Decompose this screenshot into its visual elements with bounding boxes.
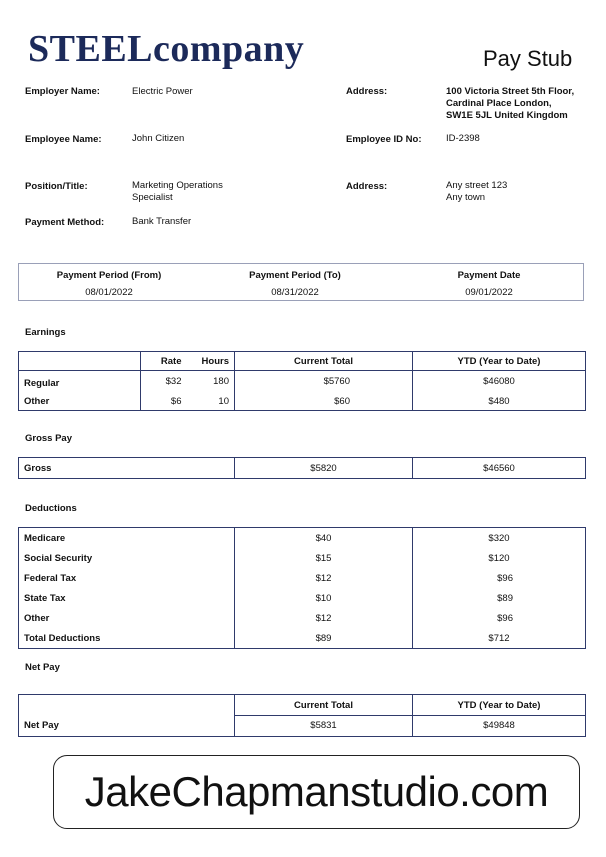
employer-name-value: Electric Power (132, 86, 193, 97)
payment-period-box (18, 263, 584, 301)
employer-address-value: 100 Victoria Street 5th Floor, Cardinal Place London, SW1E 5JL United Kingdom (446, 86, 575, 121)
table-row (19, 628, 586, 649)
period-from (29, 270, 189, 298)
earnings-title: Earnings (25, 327, 66, 338)
earnings-header-current: Current Total (235, 352, 413, 371)
gross-current: $5820 (235, 458, 413, 479)
deduction-current: $15 (235, 548, 413, 568)
deduction-current: $10 (235, 588, 413, 608)
earnings-row-current: $5760 (235, 371, 413, 393)
table-row (19, 568, 586, 588)
net-pay-header-row (19, 695, 586, 716)
earnings-row-ytd: $480 (413, 392, 586, 411)
employer-name-label: Employer Name: (25, 86, 100, 97)
earnings-row-ytd: $46080 (413, 371, 586, 393)
deduction-current: $12 (235, 568, 413, 588)
deduction-total-current: $89 (235, 628, 413, 649)
deduction-label: State Tax (19, 588, 235, 608)
deductions-table (18, 527, 586, 649)
table-row (19, 716, 586, 737)
payment-method-label: Payment Method: (25, 217, 105, 228)
employer-address-label: Address: (346, 86, 388, 97)
earnings-row-current: $60 (235, 392, 413, 411)
deduction-ytd: $320 (413, 528, 586, 549)
earnings-header-row (19, 352, 586, 371)
net-pay-header-current: Current Total (235, 695, 413, 716)
period-to-value: 08/31/2022 (271, 287, 319, 298)
net-pay-title: Net Pay (25, 662, 60, 673)
deduction-label: Medicare (19, 528, 235, 549)
net-pay-table (18, 694, 586, 737)
gross-ytd: $46560 (413, 458, 586, 479)
deduction-ytd: $96 (413, 608, 586, 628)
period-to (215, 270, 375, 298)
earnings-row-hours: 10 (187, 392, 235, 411)
deductions-title: Deductions (25, 503, 77, 514)
document-title: Pay Stub (483, 46, 573, 71)
deduction-label: Social Security (19, 548, 235, 568)
deduction-ytd: $96 (413, 568, 586, 588)
table-row (19, 392, 586, 411)
earnings-row-label: Regular (19, 371, 141, 393)
employee-name-label: Employee Name: (25, 134, 102, 145)
deduction-current: $12 (235, 608, 413, 628)
table-row (19, 458, 586, 479)
period-from-value: 08/01/2022 (85, 287, 133, 298)
earnings-header-ytd: YTD (Year to Date) (413, 352, 586, 371)
employee-address-label: Address: (346, 181, 388, 192)
earnings-row-rate: $32 (141, 371, 187, 393)
deduction-label: Other (19, 608, 235, 628)
deduction-ytd: $120 (413, 548, 586, 568)
net-pay-header-ytd: YTD (Year to Date) (413, 695, 586, 716)
payment-date (409, 270, 569, 298)
employee-id-value: ID-2398 (446, 133, 480, 144)
period-from-label: Payment Period (From) (56, 270, 162, 281)
earnings-row-rate: $6 (141, 392, 187, 411)
gross-label: Gross (19, 458, 235, 479)
net-pay-current: $5831 (235, 716, 413, 737)
table-row (19, 588, 586, 608)
deduction-label: Federal Tax (19, 568, 235, 588)
earnings-row-hours: 180 (187, 371, 235, 393)
net-pay-label: Net Pay (19, 716, 235, 737)
earnings-row-label: Other (19, 392, 141, 411)
table-row (19, 548, 586, 568)
deduction-total-ytd: $712 (413, 628, 586, 649)
employee-address-value: Any street 123 Any town (446, 180, 508, 203)
table-row (19, 608, 586, 628)
deduction-current: $40 (235, 528, 413, 549)
deduction-total-label: Total Deductions (19, 628, 235, 649)
position-value: Marketing Operations Specialist (132, 180, 223, 203)
company-logo: STEELcompany (28, 28, 305, 70)
position-label: Position/Title: (25, 181, 88, 192)
net-pay-header-blank (19, 695, 235, 716)
table-row (19, 371, 586, 393)
table-row (19, 528, 586, 549)
earnings-header-rate: Rate (141, 352, 187, 371)
employee-id-label: Employee ID No: (346, 134, 422, 145)
earnings-header-hours: Hours (187, 352, 235, 371)
payment-method-value: Bank Transfer (132, 216, 192, 227)
employee-name-value: John Citizen (132, 133, 185, 144)
earnings-header-blank (19, 352, 141, 371)
watermark-banner: JakeChapmanstudio.com (53, 755, 580, 829)
gross-pay-title: Gross Pay (25, 433, 72, 444)
payment-date-label: Payment Date (457, 270, 521, 281)
period-to-label: Payment Period (To) (249, 270, 341, 281)
earnings-table (18, 351, 586, 411)
net-pay-ytd: $49848 (413, 716, 586, 737)
payment-date-value: 09/01/2022 (465, 287, 513, 298)
deduction-ytd: $89 (413, 588, 586, 608)
gross-pay-table (18, 457, 586, 479)
